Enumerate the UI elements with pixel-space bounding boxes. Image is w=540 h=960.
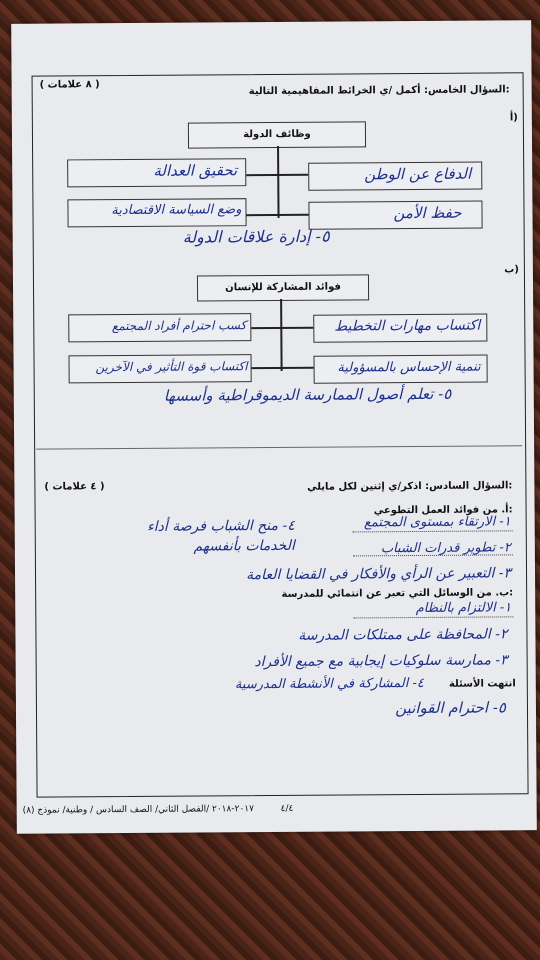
q6-b-answer-4: ٤- المشاركة في الأنشطة المدرسية — [234, 675, 424, 693]
footer-info: ٢٠١٧-٢٠١٨ /الفصل الثاني/ الصف السادس / وطنية/ نموذج (٨) — [22, 804, 254, 816]
q6-a-answer-1: ١- الارتقاء بمستوى المجتمع — [363, 514, 511, 531]
q5-title: السؤال الخامس: أكمل /ي الخرائط المفاهيمية التالية: — [248, 84, 510, 98]
exam-sheet — [11, 20, 537, 834]
q6-a-answer-2: ٢- تطوير قدرات الشباب — [380, 540, 511, 557]
map-b-answer-left-bottom: اكتساب قوة التأثير في الآخرين — [95, 359, 248, 375]
map-a-center-label: وظائف الدولة — [243, 128, 311, 141]
map-a-answer-right-top: الدفاع عن الوطن — [364, 164, 472, 184]
q5-marks: ( ٨ علامات ) — [39, 79, 100, 91]
map-a-answer-left-bottom: وضع السياسة الاقتصادية — [111, 202, 242, 219]
page-number: ٤/٤ — [280, 803, 294, 814]
q6-title: السؤال السادس: اذكر/ي إثنين لكل مايلي: — [307, 480, 513, 493]
q6-marks: ( ٤ علامات ) — [44, 481, 105, 493]
map-a-box-left-top — [67, 158, 246, 187]
map-b-center-box — [197, 274, 369, 301]
map-a-box-right-top — [308, 162, 482, 191]
map-b-box-right-top — [313, 314, 487, 343]
map-b-box-left-top — [68, 313, 251, 342]
q6-b-answer-1: ١- الالتزام بالنظام — [415, 600, 512, 617]
map-a-center-box — [188, 121, 366, 148]
map-a-box-left-bottom — [67, 198, 246, 227]
map-a-extra-answer: ٥- إدارة علاقات الدولة — [182, 226, 330, 247]
q6-b-label: ب. من الوسائل التي تعبر عن انتمائي للمدرسة: — [281, 587, 514, 600]
q6-a-answer-3: ٣- التعبير عن الرأي والأفكار في القضايا العامة — [246, 565, 512, 584]
part-a-label: أ) — [509, 112, 518, 124]
map-b-answer-right-bottom: تنمية الإحساس بالمسؤولية — [337, 359, 481, 376]
q6-a-label: أ. من فوائد العمل التطوعي: — [373, 504, 513, 517]
map-b-extra-answer: ٥- تعلم أصول الممارسة الديموقراطية وأسسها — [163, 384, 452, 405]
map-b-answer-right-top: اكتساب مهارات التخطيط — [334, 317, 481, 335]
q6-a-answer-4: ٤- منح الشباب فرصة أداء الخدمات بأنفسهم — [147, 517, 295, 555]
end-note: انتهت الأسئلة — [448, 678, 516, 690]
map-b-center-label: فوائد المشاركة للإنسان — [225, 281, 341, 294]
map-a-box-right-bottom — [308, 201, 482, 230]
q6-b-answer-5: ٥- احترام القوانين — [395, 698, 507, 718]
map-a-answer-right-bottom: حفظ الأمن — [393, 203, 462, 223]
map-b-answer-left-top: كسب احترام أفراد المجتمع — [111, 318, 247, 334]
map-b-box-left-bottom — [68, 354, 251, 383]
map-b-box-right-bottom — [314, 355, 488, 384]
q6-b-answer-2: ٢- المحافظة على ممتلكات المدرسة — [298, 626, 508, 644]
part-b-label: ب) — [504, 264, 519, 276]
map-a-answer-left-top: تحقيق العدالة — [153, 161, 238, 180]
q6-b-answer-3: ٣- ممارسة سلوكيات إيجابية مع جميع الأفراد — [254, 652, 508, 671]
